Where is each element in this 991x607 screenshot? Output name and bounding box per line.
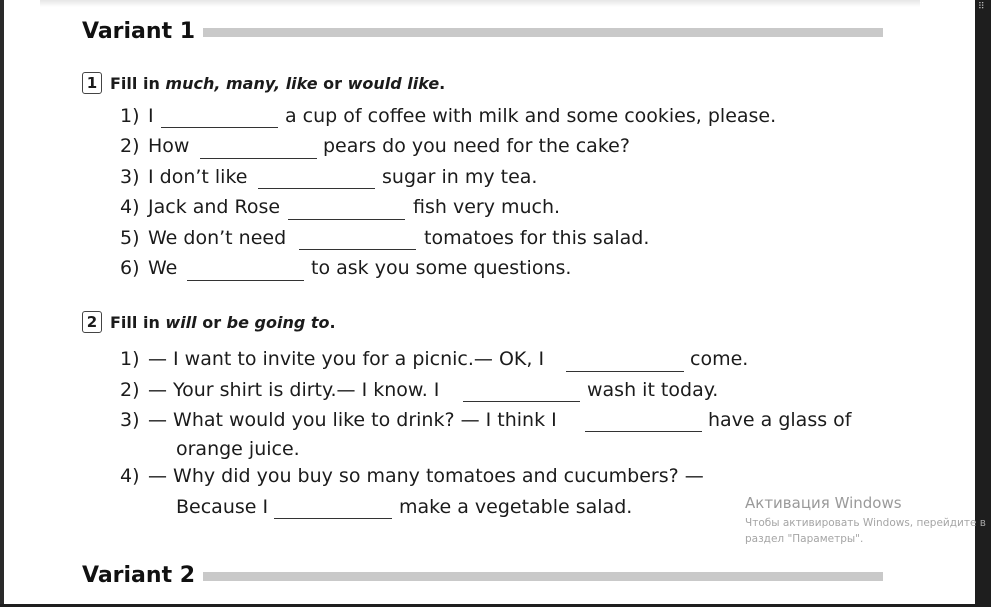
item-text-before: — What would you like to drink? — I think I [148,409,557,431]
variant-2-divider [203,572,883,581]
item-text-after: pears do you need for the cake? [323,135,630,157]
windows-activation-line-1: Чтобы активировать Windows, перейдите в [745,517,986,529]
variant-1-title: Variant 1 [82,19,196,44]
task-2-header [82,311,336,333]
item-number: 2) [120,379,140,401]
left-frame-edge [0,0,4,607]
answer-blank[interactable] [274,518,392,519]
item-text-after: come. [690,348,749,370]
windows-activation-line-2: раздел "Параметры". [745,533,864,545]
task-1-header [82,72,445,94]
item-text-before: Jack and Rose [148,196,281,218]
item-text-before: — Your shirt is dirty.— I know. I [148,379,440,401]
item-number: 3) [120,409,140,431]
item-number: 3) [120,166,140,188]
task-2-instruction: Fill in will or be going to. [110,312,336,332]
item-text-before: We [148,257,178,279]
answer-blank[interactable] [566,371,684,372]
task-2-number: 2 [82,311,102,333]
item-line2-before: Because I [176,496,269,518]
item-text-after: have a glass of [708,409,852,431]
answer-blank[interactable] [299,249,416,250]
answer-blank[interactable] [161,127,278,128]
item-text-continued: orange juice. [176,438,300,460]
item-number: 1) [120,348,140,370]
windows-activation-title: Активация Windows [745,494,902,512]
item-number: 6) [120,257,140,279]
item-text-before: How [148,135,190,157]
item-text-after: tomatoes for this salad. [424,227,650,249]
item-number: 5) [120,227,140,249]
variant-2-title: Variant 2 [82,563,196,588]
item-line2-after: make a vegetable salad. [399,496,633,518]
item-text-after: wash it today. [587,379,719,401]
answer-blank[interactable] [187,280,304,281]
item-text-after: to ask you some questions. [311,257,572,279]
task-1-instruction: Fill in much, many, like or would like. [110,73,446,93]
item-text-before: — Why did you buy so many tomatoes and cucumbers? — [148,465,704,487]
right-frame-edge [975,0,991,607]
item-text-before: I [148,105,154,127]
answer-blank[interactable] [585,431,702,432]
item-number: 4) [120,196,140,218]
item-text-after: a cup of coffee with milk and some cookies, please. [285,105,777,127]
item-text-before: I don’t like [148,166,248,188]
answer-blank[interactable] [200,158,317,159]
answer-blank[interactable] [288,219,405,220]
corner-grip-icon: ⠿ [978,2,986,12]
answer-blank[interactable] [463,401,580,402]
task-1-number: 1 [82,72,102,94]
item-text-before: We don’t need [148,227,287,249]
item-number: 2) [120,135,140,157]
item-number: 1) [120,105,140,127]
variant-1-divider [203,28,883,37]
item-text-after: fish very much. [413,196,561,218]
item-number: 4) [120,465,140,487]
item-text-after: sugar in my tea. [382,166,538,188]
top-shadow [40,0,920,7]
item-text-before: — I want to invite you for a picnic.— OK, I [148,348,545,370]
answer-blank[interactable] [258,188,375,189]
